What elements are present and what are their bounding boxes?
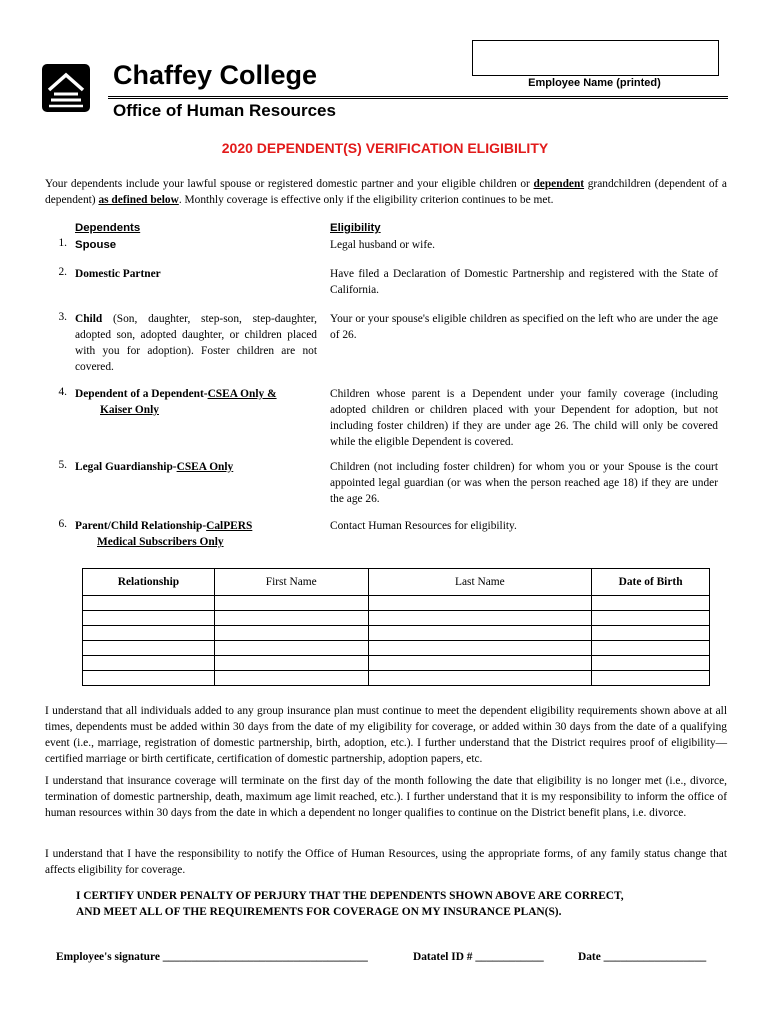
- table-row: [83, 611, 710, 626]
- intro-dependent-word: dependent: [533, 178, 585, 190]
- eligibility-spouse: Legal husband or wife.: [330, 239, 436, 251]
- eligibility-legal-guardianship: Children (not including foster children) for whom you or your Spouse is the court appointed legal guardian (or was when the person reached age 18) if they are under the age 26.: [330, 461, 718, 505]
- dod-label: Dependent of a Dependent-: [75, 388, 208, 400]
- item-number: 6.: [58, 518, 67, 530]
- dob-cell[interactable]: [592, 611, 710, 626]
- last-name-cell[interactable]: [368, 596, 592, 611]
- intro-part2: grandchildren (dependent of a dependent): [45, 178, 727, 206]
- table-row: [83, 641, 710, 656]
- table-header-row: [83, 569, 710, 596]
- col-first-name: First Name: [214, 569, 368, 596]
- item-number: 2.: [58, 266, 67, 278]
- eligibility-parent-child: Contact Human Resources for eligibility.: [330, 520, 517, 532]
- chaffey-logo: [42, 64, 90, 112]
- lg-csea: CSEA Only: [176, 461, 234, 473]
- first-name-cell[interactable]: [214, 671, 368, 686]
- col-relationship: Relationship: [83, 569, 215, 596]
- eligibility-dependent-of-dependent: Children whose parent is a Dependent under your family coverage (including adopted children or children placed with your Dependent for adoption, but not including foster children) if they are under age 26. The child will only be covered while the eligible Dependent is covered.: [330, 388, 718, 448]
- ack-paragraph-termination: I understand that insurance coverage will terminate on the first day of the month following the date that eligibility is no longer met (i.e., divorce, termination of domestic partnership, death, maximum age limit reached, etc.). I further understand that it is my responsibility to inform the office of human resources within 30 days from the date in which a dependent no longer qualifies to continue on the District benefit plans, i.e. divorce.: [45, 775, 727, 819]
- dod-kaiser: Kaiser Only: [100, 404, 159, 416]
- ack-paragraph-eligibility: I understand that all individuals added to any group insurance plan must continue to meet the dependent eligibility requirements shown above at all times, dependents must be added within 30 days from the date of my eligibility for coverage, or added within 30 days from the date of a qualifying event (i.e., marriage, registration of domestic partnership, birth, adoption, etc.). I further understand that the District requires proof of eligibility—certified marriage or birth certificate, certification of domestic partnership, adoption papers, etc.: [45, 705, 727, 765]
- certify-line-1: I CERTIFY UNDER PENALTY OF PERJURY THAT THE DEPENDENTS SHOWN ABOVE ARE CORRECT,: [76, 890, 624, 902]
- eligibility-header: Eligibility: [330, 222, 381, 234]
- relationship-cell[interactable]: [83, 596, 215, 611]
- office-name: Office of Human Resources: [113, 101, 336, 120]
- datatel-id-line[interactable]: Datatel ID # ____________: [413, 951, 544, 963]
- relationship-cell[interactable]: [83, 656, 215, 671]
- dob-cell[interactable]: [592, 656, 710, 671]
- dob-cell[interactable]: [592, 596, 710, 611]
- dob-cell[interactable]: [592, 626, 710, 641]
- dependents-table: [82, 568, 710, 686]
- child-description: (Son, daughter, step-son, step-daughter, adopted son, adopted daughter, or children placed with you for adoption). Foster children are not covered.: [75, 313, 317, 373]
- dependent-type-legal-guardianship: [75, 459, 317, 475]
- col-date-of-birth: Date of Birth: [592, 569, 710, 596]
- col-last-name: Last Name: [368, 569, 592, 596]
- ack-paragraph-notify: I understand that I have the responsibility to notify the Office of Human Resources, using the appropriate forms, of any family status change that affects eligibility for coverage.: [45, 848, 727, 876]
- table-row: [83, 596, 710, 611]
- first-name-cell[interactable]: [214, 626, 368, 641]
- intro-part3: . Monthly coverage is effective only if the eligibility criterion continues to be met.: [178, 194, 554, 206]
- last-name-cell[interactable]: [368, 641, 592, 656]
- first-name-cell[interactable]: [214, 611, 368, 626]
- intro-paragraph: [45, 176, 727, 208]
- last-name-cell[interactable]: [368, 656, 592, 671]
- relationship-cell[interactable]: [83, 671, 215, 686]
- table-row: [83, 671, 710, 686]
- dod-csea: CSEA Only &: [207, 388, 277, 400]
- dependent-type-spouse: Spouse: [75, 239, 117, 251]
- employee-signature-line[interactable]: Employee's signature ____________________________________: [56, 951, 368, 963]
- dependent-type-parent-child: [75, 518, 317, 550]
- dependent-type-child: [75, 311, 317, 375]
- pc-medical: Medical Subscribers Only: [97, 536, 224, 548]
- eligibility-domestic-partner: Have filed a Declaration of Domestic Partnership and registered with the State of California.: [330, 268, 718, 296]
- item-number: 1.: [58, 237, 67, 249]
- pc-label: Parent/Child Relationship-: [75, 520, 207, 532]
- relationship-cell[interactable]: [83, 641, 215, 656]
- header-divider: [108, 96, 728, 99]
- relationship-cell[interactable]: [83, 611, 215, 626]
- employee-name-field[interactable]: [472, 40, 719, 76]
- last-name-cell[interactable]: [368, 671, 592, 686]
- dependents-header: Dependents: [75, 222, 141, 234]
- table-row: [83, 626, 710, 641]
- dob-cell[interactable]: [592, 671, 710, 686]
- college-name: Chaffey College: [113, 60, 318, 90]
- pc-calpers: CalPERS: [206, 520, 253, 532]
- eligibility-child: Your or your spouse's eligible children as specified on the left who are under the age of 26.: [330, 313, 718, 341]
- certification-statement: [76, 888, 716, 920]
- item-number: 5.: [58, 459, 67, 471]
- first-name-cell[interactable]: [214, 596, 368, 611]
- dob-cell[interactable]: [592, 641, 710, 656]
- intro-defined-below: as defined below: [98, 194, 179, 206]
- dependent-type-dependent-of-dependent: [75, 386, 317, 418]
- item-number: 4.: [58, 386, 67, 398]
- table-row: [83, 656, 710, 671]
- date-line[interactable]: Date __________________: [578, 951, 707, 963]
- form-title: 2020 DEPENDENT(S) VERIFICATION ELIGIBILITY: [221, 140, 549, 156]
- first-name-cell[interactable]: [214, 641, 368, 656]
- dependent-type-domestic-partner: Domestic Partner: [75, 268, 161, 280]
- last-name-cell[interactable]: [368, 626, 592, 641]
- employee-name-label: Employee Name (printed): [528, 77, 661, 89]
- item-number: 3.: [58, 311, 67, 323]
- intro-part1: Your dependents include your lawful spouse or registered domestic partner and your eligible children or: [45, 178, 534, 190]
- child-label: Child: [75, 313, 103, 325]
- relationship-cell[interactable]: [83, 626, 215, 641]
- lg-label: Legal Guardianship-: [75, 461, 177, 473]
- first-name-cell[interactable]: [214, 656, 368, 671]
- last-name-cell[interactable]: [368, 611, 592, 626]
- certify-line-2: AND MEET ALL OF THE REQUIREMENTS FOR COVERAGE ON MY INSURANCE PLAN(S).: [76, 906, 562, 918]
